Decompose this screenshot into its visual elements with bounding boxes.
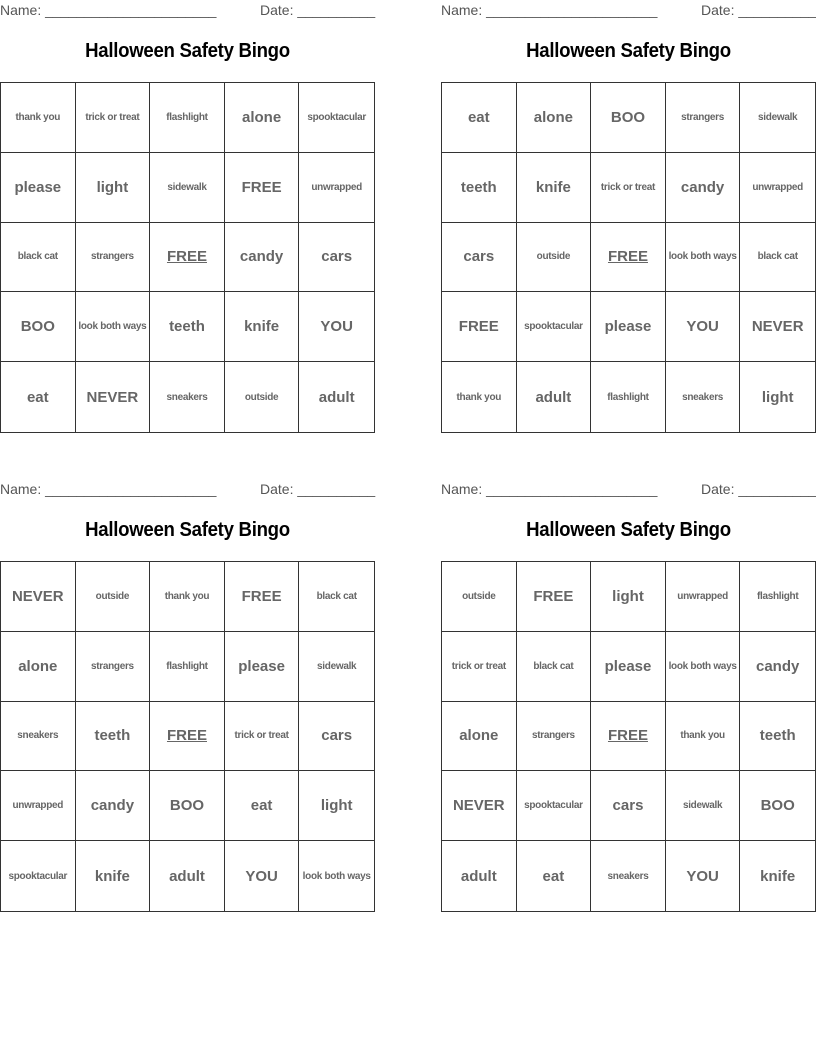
bingo-cell: sneakers [150, 362, 225, 432]
bingo-cell: thank you [442, 362, 517, 432]
bingo-cell: sneakers [1, 702, 76, 772]
bingo-cell: YOU [225, 841, 300, 911]
bingo-cell: unwrapped [299, 153, 374, 223]
bingo-grid [0, 561, 375, 912]
bingo-cell: unwrapped [740, 153, 815, 223]
date-field: Date: __________ [260, 2, 376, 18]
bingo-cell: YOU [666, 292, 741, 362]
name-field: Name: ______________________ [0, 481, 217, 497]
bingo-cell: strangers [76, 632, 151, 702]
bingo-cell: thank you [150, 562, 225, 632]
bingo-cell: look both ways [76, 292, 151, 362]
bingo-cell: black cat [1, 223, 76, 293]
bingo-cell: BOO [591, 83, 666, 153]
bingo-cell: strangers [666, 83, 741, 153]
bingo-cell: sneakers [666, 362, 741, 432]
bingo-cell: strangers [517, 702, 592, 772]
bingo-cell: light [299, 771, 374, 841]
bingo-cell: BOO [150, 771, 225, 841]
bingo-cell: cars [299, 223, 374, 293]
bingo-cell: eat [1, 362, 76, 432]
bingo-cell: outside [76, 562, 151, 632]
bingo-cell: light [76, 153, 151, 223]
bingo-cell: look both ways [302, 870, 371, 882]
bingo-cell: knife [76, 841, 151, 911]
date-field: Date: __________ [260, 481, 376, 497]
bingo-cell: look both ways [666, 632, 741, 702]
bingo-cell: light [761, 388, 794, 406]
bingo-cell: adult [517, 362, 592, 432]
bingo-cell: sidewalk [740, 83, 815, 153]
bingo-cell: flashlight [740, 562, 815, 632]
bingo-grid [0, 82, 375, 433]
bingo-cell: candy [740, 632, 815, 702]
bingo-grid [441, 82, 816, 433]
bingo-cell: spooktacular [1, 841, 76, 911]
bingo-cell: trick or treat [76, 83, 151, 153]
bingo-cell: please [225, 632, 300, 702]
bingo-card-3 [0, 479, 376, 885]
bingo-cell: BOO [1, 292, 76, 362]
bingo-cell: NEVER [1, 562, 76, 632]
bingo-cell: sidewalk [666, 771, 741, 841]
bingo-cell: teeth [76, 702, 151, 772]
bingo-cell: NEVER [76, 362, 151, 432]
bingo-cell: black cat [299, 562, 374, 632]
free-center-cell: FREE [150, 223, 225, 293]
bingo-cell: spooktacular [517, 292, 592, 362]
bingo-card-2 [441, 0, 816, 406]
card-title: Halloween Safety Bingo [526, 519, 731, 541]
bingo-cell: alone [225, 83, 300, 153]
bingo-cell: eat [442, 83, 517, 153]
bingo-cell: unwrapped [1, 771, 76, 841]
card-header [441, 0, 816, 22]
card-header [441, 479, 816, 501]
bingo-cell: adult [442, 841, 517, 911]
bingo-cell: teeth [740, 702, 815, 772]
bingo-cell: spooktacular [517, 771, 592, 841]
card-title: Halloween Safety Bingo [526, 40, 731, 62]
bingo-cell: flashlight [150, 632, 225, 702]
bingo-cell: alone [517, 83, 592, 153]
bingo-cell: black cat [517, 632, 592, 702]
bingo-cell: strangers [76, 223, 151, 293]
bingo-cell: alone [1, 632, 76, 702]
card-header [0, 479, 375, 501]
date-field: Date: __________ [701, 2, 816, 18]
bingo-cell: FREE [442, 292, 517, 362]
bingo-cell: teeth [442, 153, 517, 223]
bingo-cell: FREE [225, 153, 300, 223]
bingo-cell: flashlight [150, 83, 225, 153]
date-field: Date: __________ [701, 481, 816, 497]
bingo-cell: unwrapped [666, 562, 741, 632]
bingo-cell: candy [666, 153, 741, 223]
bingo-cell: NEVER [442, 771, 517, 841]
bingo-cell: adult [150, 841, 225, 911]
bingo-cell: please [591, 632, 666, 702]
bingo-cell: FREE [517, 562, 592, 632]
bingo-cell: adult [318, 388, 355, 406]
bingo-cell: YOU [299, 292, 374, 362]
bingo-cell: cars [299, 702, 374, 772]
bingo-cell: please [591, 292, 666, 362]
bingo-cell: sidewalk [299, 632, 374, 702]
bingo-cell: flashlight [591, 362, 666, 432]
bingo-cell: cars [442, 223, 517, 293]
card-title: Halloween Safety Bingo [85, 40, 290, 62]
card-title: Halloween Safety Bingo [85, 519, 290, 541]
free-center-cell: FREE [591, 702, 666, 772]
bingo-cell: NEVER [740, 292, 815, 362]
bingo-cell: thank you [666, 702, 741, 772]
bingo-cell: candy [76, 771, 151, 841]
bingo-cell: outside [442, 562, 517, 632]
bingo-cell: knife [225, 292, 300, 362]
bingo-cell: cars [591, 771, 666, 841]
bingo-cell: FREE [225, 562, 300, 632]
bingo-cell: teeth [150, 292, 225, 362]
bingo-cell: eat [517, 841, 592, 911]
bingo-cell: black cat [740, 223, 815, 293]
bingo-cell: candy [225, 223, 300, 293]
bingo-cell: outside [225, 362, 300, 432]
name-field: Name: ______________________ [441, 481, 658, 497]
bingo-cell: alone [442, 702, 517, 772]
bingo-cell: look both ways [666, 223, 741, 293]
bingo-cell: outside [517, 223, 592, 293]
card-header [0, 0, 375, 22]
name-field: Name: ______________________ [441, 2, 658, 18]
bingo-cell: trick or treat [591, 153, 666, 223]
bingo-card-1 [0, 0, 376, 406]
bingo-cell: knife [517, 153, 592, 223]
name-field: Name: ______________________ [0, 2, 217, 18]
bingo-grid [441, 561, 816, 912]
bingo-cell: eat [225, 771, 300, 841]
bingo-cell: knife [760, 867, 796, 885]
free-center-cell: FREE [591, 223, 666, 293]
bingo-cell: spooktacular [299, 83, 374, 153]
bingo-cell: sneakers [591, 841, 666, 911]
bingo-cell: light [591, 562, 666, 632]
bingo-cell: YOU [666, 841, 741, 911]
bingo-cell: please [1, 153, 76, 223]
bingo-cell: thank you [1, 83, 76, 153]
bingo-cell: BOO [740, 771, 815, 841]
bingo-cell: trick or treat [442, 632, 517, 702]
bingo-card-4 [441, 479, 816, 885]
bingo-cell: sidewalk [150, 153, 225, 223]
bingo-cell: trick or treat [225, 702, 300, 772]
free-center-cell: FREE [150, 702, 225, 772]
